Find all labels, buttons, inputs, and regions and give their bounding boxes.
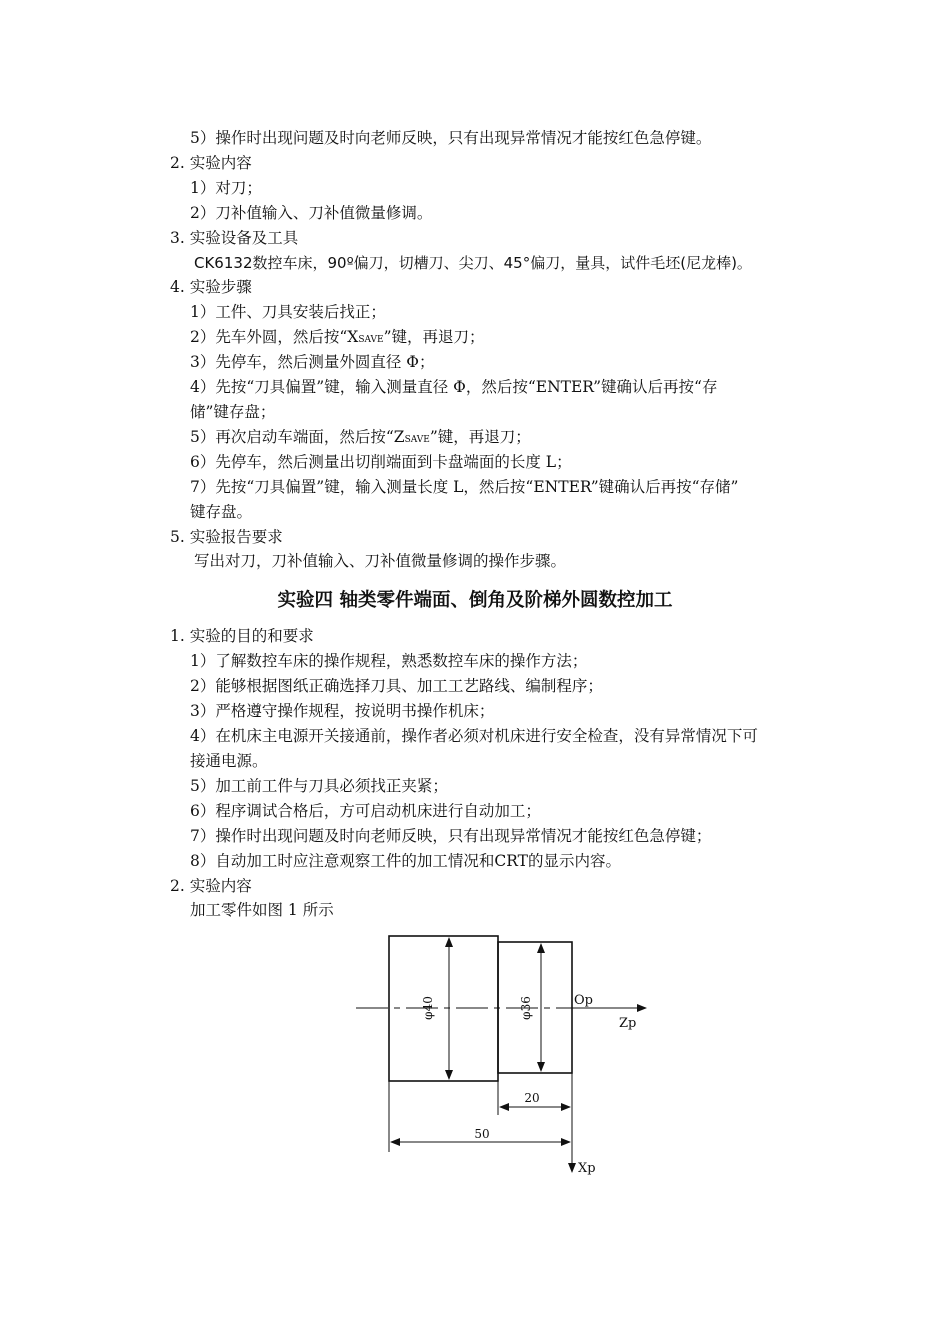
step-4-line-2: 储”键存盘； [190,403,276,421]
step-1: 1）工件、刀具安装后找正； [190,303,386,321]
section-2-title: 2. 实验内容 [170,154,252,172]
origin-label: Op [574,993,593,1008]
content-item-1: 1）对刀； [190,179,262,197]
step-4-line-1: 4）先按“刀具偏置”键，输入测量直径 Φ，然后按“ENTER”键确认后再按“存 [190,378,718,396]
exp4-section-2-title: 2. 实验内容 [170,877,252,895]
step-2-subscript: SAVE [358,335,384,345]
x-axis-label: Xp [578,1161,596,1176]
exp4-req-7: 7）操作时出现问题及时向老师反映，只有出现异常情况才能按红色急停键； [190,827,712,845]
exp4-section-1-title: 1. 实验的目的和要求 [170,627,314,645]
exp4-req-6: 6）程序调试合格后，方可启动机床进行自动加工； [190,802,541,820]
experiment-4-heading: 实验四 轴类零件端面、倒角及阶梯外圆数控加工 [277,590,673,611]
len-50-label: 50 [474,1127,490,1141]
exp4-req-5: 5）加工前工件与刀具必须找正夹紧； [190,777,448,795]
exp4-req-4-line-1: 4）在机床主电源开关接通前，操作者必须对机床进行安全检查，没有异常情况下可 [190,727,758,745]
len-20-label: 20 [524,1091,540,1105]
exp4-req-2: 2）能够根据图纸正确选择刀具、加工工艺路线、编制程序； [190,677,603,695]
part-drawing [345,925,665,1180]
step-5-pre: 5）再次启动车端面，然后按“Z [190,428,405,446]
equipment-text: CK6132数控车床，90º偏刀，切槽刀、尖刀、45°偏刀，量具，试件毛坯(尼龙棒)。 [194,254,752,272]
z-axis-label: Zp [619,1016,637,1031]
step-2-pre: 2）先车外圆，然后按“X [190,328,359,346]
step-5-subscript: SAVE [404,435,430,445]
section-3-title: 3. 实验设备及工具 [170,229,299,247]
step-3: 3）先停车，然后测量外圆直径 Φ； [190,353,435,371]
step-2-post: ”键，再退刀； [383,328,485,346]
section-5-title: 5. 实验报告要求 [170,528,283,546]
dia-40-label: φ40 [421,996,435,1020]
step-7-line-1: 7）先按“刀具偏置”键，输入测量长度 L，然后按“ENTER”键确认后再按“存储” [190,478,739,496]
step-5 [190,427,531,450]
step-7-line-2: 键存盘。 [190,503,253,521]
step-2 [190,327,485,350]
exp4-req-3: 3）严格遵守操作规程，按说明书操作机床； [190,702,495,720]
safety-item-5: 5）操作时出现问题及时向老师反映，只有出现异常情况才能按红色急停键。 [190,129,712,147]
exp4-req-8: 8）自动加工时应注意观察工件的加工情况和CRT的显示内容。 [190,852,621,870]
step-6: 6）先停车，然后测量出切削端面到卡盘端面的长度 L； [190,453,572,471]
step-5-post: ”键，再退刀； [429,428,531,446]
dia-36-label: φ36 [519,996,533,1020]
exp4-req-4-line-2: 接通电源。 [190,752,268,770]
content-item-2: 2）刀补值输入、刀补值微量修调。 [190,204,433,222]
exp4-content-text: 加工零件如图 1 所示 [190,901,334,919]
exp4-req-1: 1）了解数控车床的操作规程，熟悉数控车床的操作方法； [190,652,588,670]
section-4-title: 4. 实验步骤 [170,278,252,296]
report-text: 写出对刀，刀补值输入、刀补值微量修调的操作步骤。 [194,552,567,570]
